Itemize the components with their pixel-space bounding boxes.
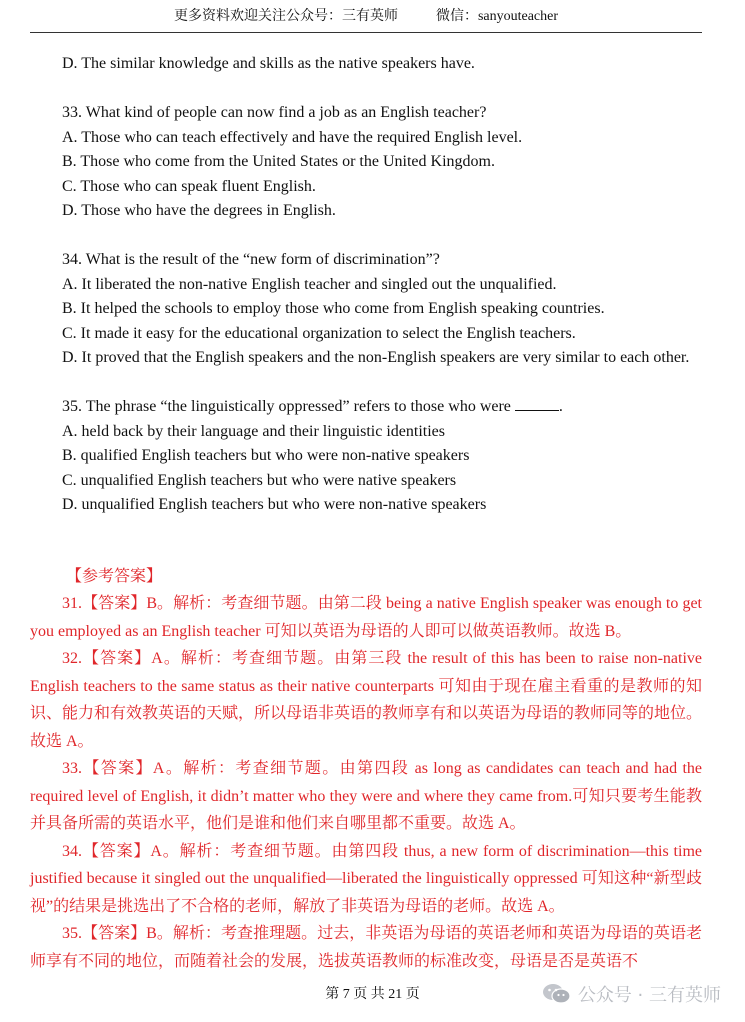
answer-32: 32.【答案】A。解析：考查细节题。由第三段 the result of this has been to raise non-native English teachers to the same status as their native counterparts 可知由于现在雇主看重的是教师的知识、能力和有效教英语的天赋，所以母语非英语的教师享有和以英语为母语的教师同等的地位。故选 A。 bbox=[30, 650, 703, 750]
q35-option-d: D. unqualified English teachers but who were non-native speakers bbox=[62, 496, 487, 513]
q32-option-d: D. The similar knowledge and skills as the native speakers have. bbox=[62, 55, 475, 72]
header-promo-text: 更多资料欢迎关注公众号：三有英师 bbox=[173, 9, 398, 24]
answer-33: 33.【答案】A。解析：考查细节题。由第四段 as long as candidates can teach and had the required level of English, it didn’t matter who they were and where they came from.可知只要考生能教并具备所需的英语水平，他们是谁和他们来自哪里都不重要。故选 A。 bbox=[30, 760, 702, 832]
q33-option-a: A. Those who can teach effectively and have the required English level. bbox=[62, 128, 523, 146]
page-header bbox=[30, 6, 702, 33]
answer-blank bbox=[515, 396, 559, 411]
q33-option-d: D. Those who have the degrees in English. bbox=[62, 202, 336, 219]
q35-stem bbox=[30, 395, 702, 420]
q33-option-c: C. Those who can speak fluent English. bbox=[62, 177, 316, 195]
q34-option-b: B. It helped the schools to employ those who come from English speaking countries. bbox=[62, 300, 605, 317]
q34-stem: 34. What is the result of the “new form of discrimination”? bbox=[62, 251, 440, 268]
q34-option-d: D. It proved that the English speakers and the non-English speakers are very similar to each other. bbox=[62, 349, 690, 366]
q34-option-a: A. It liberated the non-native English teacher and singled out the unqualified. bbox=[62, 275, 557, 293]
page-number-footer: 第 7 页 共 21 页 bbox=[325, 987, 420, 1002]
q35-option-a: A. held back by their language and their linguistic identities bbox=[62, 422, 446, 440]
watermark-text: 公众号 · 三有英师 bbox=[577, 985, 721, 1006]
q35-option-b: B. qualified English teachers but who were non-native speakers bbox=[62, 447, 470, 464]
wechat-icon bbox=[542, 983, 572, 1005]
answer-key-section bbox=[30, 564, 702, 975]
q35-option-c: C. unqualified English teachers but who were native speakers bbox=[62, 471, 457, 489]
q35-stem-end: . bbox=[558, 398, 563, 415]
q34-option-c: C. It made it easy for the educational organization to select the English teachers. bbox=[62, 324, 576, 342]
answer-34: 34.【答案】A。解析：考查细节题。由第四段 thus, a new form of discrimination—this time justified because it singled out the unqualified—liberated the linguistically oppressed 可知这种“新型歧视”的结果是挑选出了不合格的老师，解放了非英语为母语的老师。故选 A。 bbox=[30, 842, 702, 915]
q33-option-b: B. Those who come from the United States or the United Kingdom. bbox=[62, 153, 495, 170]
q35-stem-text: 35. The phrase “the linguistically oppressed” refers to those who were bbox=[62, 398, 511, 415]
answer-35: 35.【答案】B。解析：考查推理题。过去，非英语为母语的英语老师和英语为母语的英语老师享有不同的地位，而随着社会的发展，选拔英语教师的标准改变，母语是否是英语不 bbox=[30, 925, 702, 970]
header-wechat-text: 微信：sanyouteacher bbox=[435, 9, 559, 24]
questions-section bbox=[30, 52, 702, 518]
watermark bbox=[542, 980, 721, 1008]
answer-31: 31.【答案】B。解析：考查细节题。由第二段 being a native English speaker was enough to get you employed as an English teacher 可知以英语为母语的人即可以做英语教师。故选 B。 bbox=[30, 595, 702, 640]
q33-stem: 33. What kind of people can now find a job as an English teacher? bbox=[62, 104, 487, 121]
answer-key-title: 【参考答案】 bbox=[66, 568, 163, 585]
